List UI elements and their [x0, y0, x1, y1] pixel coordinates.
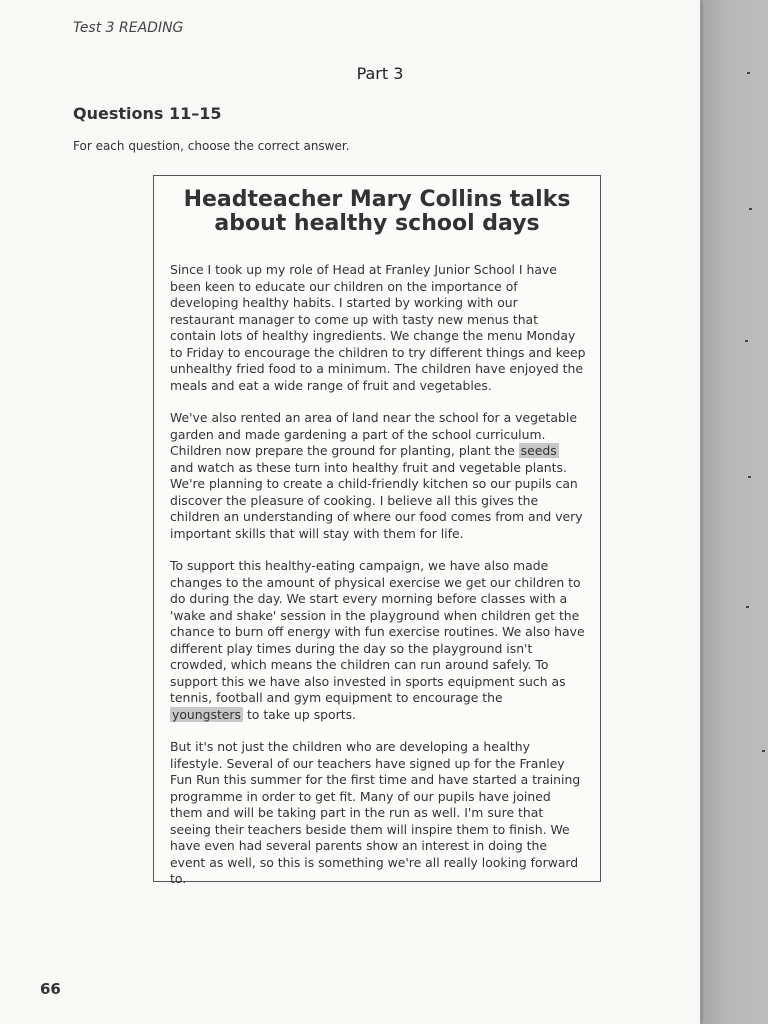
- paragraph-3: [170, 558, 586, 723]
- article-body: [154, 262, 600, 888]
- scan-speck: [747, 72, 750, 74]
- page-number: 66: [40, 980, 61, 998]
- paragraph-1: Since I took up my role of Head at Franley Junior School I have been keen to educate our children on the importance of developing healthy habits. I started by working with our restaurant manager to come up with tasty new menus that contain lots of healthy ingredients. We change the menu Monday to Friday to encourage the children to try different things and keep unhealthy fried food to a minimum. The children have enjoyed the meals and eat a wide range of fruit and vegetables.: [170, 262, 586, 393]
- questions-heading: Questions 11–15: [73, 104, 222, 123]
- headline-line-2: about healthy school days: [214, 211, 540, 236]
- running-head: Test 3 READING: [73, 20, 184, 36]
- article-box: [153, 175, 601, 886]
- paragraph-2: [170, 410, 586, 542]
- highlighted-word-youngsters: youngsters: [172, 706, 241, 722]
- paragraph-3-text-b: to take up sports.: [246, 706, 356, 722]
- headline-line-1: Headteacher Mary Collins talks: [183, 187, 571, 212]
- instruction-text: For each question, choose the correct answer.: [73, 139, 350, 153]
- article-headline: [166, 188, 588, 236]
- scan-speck: [748, 476, 751, 478]
- paragraph-4: But it's not just the children who are developing a healthy lifestyle. Several of our teachers have signed up for the Franley Fun Run this summer for the first time and have started a training programme in order to get fit. Many of our pupils have joined them and will be taking part in the run as well. I'm sure that seeing their teachers beside them will inspire them to finish. We have even had several parents show an interest in doing the event as well, so this is something we're all really looking forward to.: [170, 739, 581, 886]
- paragraph-3-text-a: To support this healthy-eating campaign, we have also made changes to the amount of physical exercise we get our children to do during the day. We start every morning before classes with a 'wake and shake' session in the playground when children get the chance to burn off energy with fun exercise routines. We also have different play times during the day so the playground isn't crowded, which means the children can run around safely. To support this we have also invested in sports equipment such as tennis, football and gym equipment to encourage the: [170, 558, 585, 705]
- scan-speck: [749, 208, 752, 210]
- scan-speck: [745, 340, 748, 342]
- scan-speck: [746, 606, 749, 608]
- highlighted-word-seeds: seeds: [520, 443, 557, 458]
- paragraph-2-text-b: and watch as these turn into healthy fruit and vegetable plants. We're planning to create a child-friendly kitchen so our pupils can discover the pleasure of cooking. I believe all this gives the children an understanding of where our food comes from and very important skills that will stay with them for life.: [170, 459, 583, 541]
- paragraph-2-text-a: We've also rented an area of land near the school for a vegetable garden and made gardening a part of the school curriculum. Children now prepare the ground for planting, plant the: [170, 410, 577, 458]
- part-title: Part 3: [356, 64, 404, 83]
- adjacent-page-edge: [705, 0, 768, 1024]
- scan-speck: [762, 750, 765, 752]
